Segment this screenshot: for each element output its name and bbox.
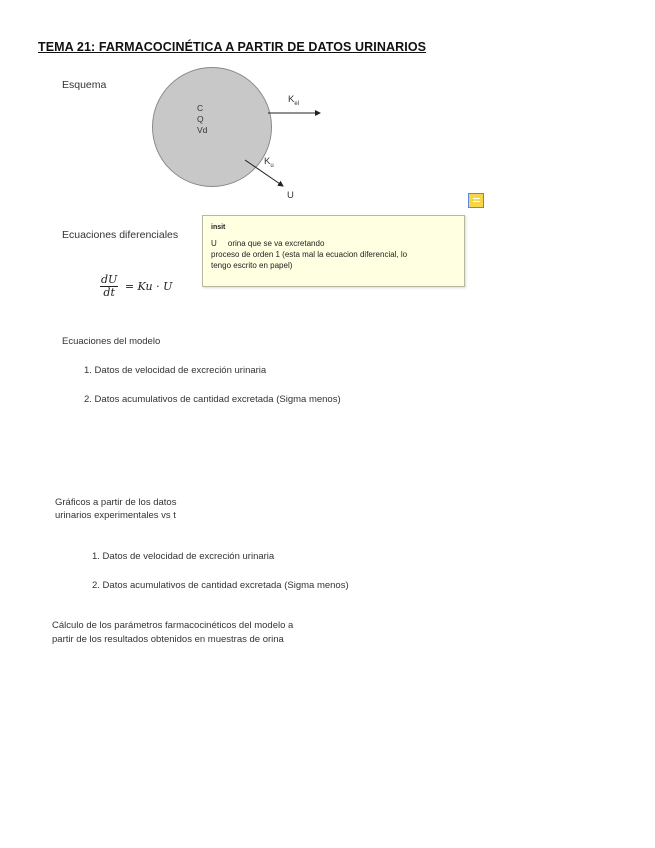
- graficos-list-2: [92, 580, 349, 591]
- comment-box: [202, 215, 465, 287]
- compartment-c: C: [197, 103, 204, 113]
- compartment-vd: Vd: [197, 125, 208, 135]
- comment-line-2: proceso de orden 1 (esta mal la ecuacion diferencial, lo: [211, 250, 408, 259]
- compartment-q: Q: [197, 114, 204, 124]
- comment-author: insit: [211, 224, 226, 231]
- esquema-label: Esquema: [62, 79, 107, 91]
- k-el-label: $K_{el}$: [288, 94, 300, 107]
- page-title: TEMA 21: FARMACOCINÉTICA A PARTIR DE DATOS URINARIOS: [38, 40, 427, 54]
- graficos-line-1: Gráficos a partir de los datos: [55, 497, 177, 508]
- ecuaciones-diferenciales-label: Ecuaciones diferenciales: [62, 229, 179, 241]
- calculo-line-1: Cálculo de los parámetros farmacocinéticos del modelo a: [52, 620, 294, 631]
- formula-fraction: [100, 274, 118, 299]
- graficos-line-2: urinarios experimentales vs t: [55, 510, 176, 521]
- formula-denominator: dt: [103, 286, 115, 299]
- list-item: 2. Datos acumulativos de cantidad excretada (Sigma menos): [84, 394, 341, 405]
- differential-equation: [100, 274, 172, 299]
- comment-line-1: U orina que se va excretando: [211, 239, 325, 248]
- formula-rhs: = Ku · U: [124, 280, 173, 293]
- list-item: 1. Datos de velocidad de excreción urinaria: [84, 365, 267, 376]
- formula-numerator: dU: [101, 273, 118, 286]
- ecuaciones-modelo-list: [84, 365, 266, 376]
- ecuaciones-modelo-list-2: [84, 394, 341, 405]
- u-label: U: [287, 190, 294, 201]
- graficos-list: [92, 551, 274, 562]
- list-item: 2. Datos acumulativos de cantidad excretada (Sigma menos): [92, 580, 349, 591]
- ecuaciones-modelo-label: Ecuaciones del modelo: [62, 336, 161, 347]
- k-u-label: $K_u$: [264, 156, 274, 169]
- calculo-line-2: partir de los resultados obtenidos en muestras de orina: [52, 634, 284, 645]
- list-item: 1. Datos de velocidad de excreción urinaria: [92, 551, 275, 562]
- comment-line-3: tengo escrito en papel): [211, 261, 293, 270]
- comment-icon[interactable]: [468, 193, 484, 208]
